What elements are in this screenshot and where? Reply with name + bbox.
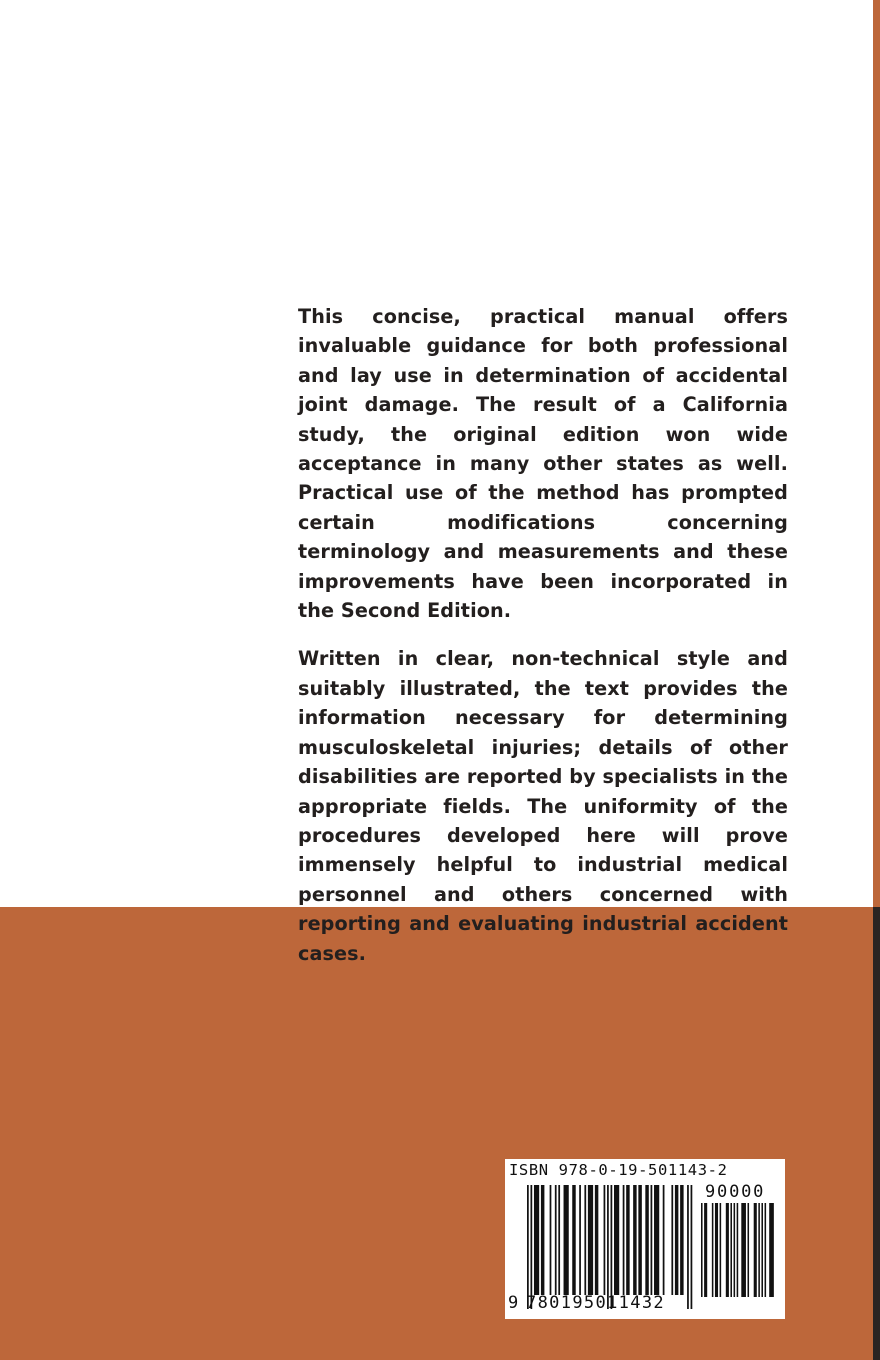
- addon-bar-4: [720, 1203, 722, 1297]
- ean-bar-1: [530, 1185, 532, 1309]
- blurb-paragraph-1: This concise, practical manual offers invaluable guidance for both professional and lay use in determination of accidental joint damage. The result of a California study, the original edition won wide acceptance in many other states as well. Practical use of the method has prompted certain modifications concerning terminology and measurements and these improvements have been incorporated in the Second Edition.: [298, 305, 788, 623]
- ean-bar-28: [687, 1185, 689, 1309]
- addon-bar-0: [701, 1203, 703, 1297]
- ean-bar-26: [675, 1185, 678, 1295]
- addon-bar-3: [715, 1203, 718, 1297]
- addon-bar-15: [769, 1203, 774, 1297]
- ean-bar-25: [671, 1185, 673, 1295]
- ean-bar-23: [654, 1185, 659, 1295]
- spine-edge-strip: [873, 0, 880, 907]
- addon-bar-5: [726, 1203, 729, 1297]
- ean-bar-8: [572, 1185, 575, 1295]
- addon-bar-14: [765, 1203, 767, 1297]
- addon-bar-11: [754, 1203, 757, 1297]
- ean-bar-17: [623, 1185, 625, 1295]
- addon-bar-10: [748, 1203, 750, 1297]
- ean-bar-0: [527, 1185, 529, 1309]
- addon-bar-1: [704, 1203, 707, 1297]
- spine-dark-edge: [873, 907, 880, 1360]
- ean-bar-11: [588, 1185, 593, 1295]
- ean-bar-14: [607, 1185, 609, 1309]
- ean-bar-12: [595, 1185, 598, 1295]
- barcode-label: [505, 1159, 785, 1319]
- isbn-number: ISBN 978-0-19-501143-2: [509, 1161, 728, 1179]
- ean-rest-digits: 780195011432: [526, 1293, 666, 1313]
- ean-digits: [508, 1293, 665, 1313]
- addon-bar-6: [730, 1203, 732, 1297]
- cover-blurb: [298, 302, 788, 968]
- ean-bar-7: [564, 1185, 569, 1295]
- ean-bar-22: [651, 1185, 653, 1295]
- ean-bar-6: [558, 1185, 560, 1295]
- ean-bar-9: [579, 1185, 581, 1295]
- blurb-paragraph-2: Written in clear, non-technical style and suitably illustrated, the text provides the information necessary for determining musculoskeletal injuries; details of other disabilities are reported by specialists in the appropriate fields. The uniformity of the procedures developed here will prove immensely helpful to industrial medical personnel and others concerned with reporting and evaluating industrial accident cases.: [298, 647, 788, 965]
- ean-bar-3: [541, 1185, 544, 1295]
- ean-bar-4: [550, 1185, 552, 1295]
- addon-bar-12: [758, 1203, 760, 1297]
- ean-bar-27: [680, 1185, 683, 1295]
- ean-bar-24: [663, 1185, 665, 1295]
- addon-bar-9: [741, 1203, 746, 1297]
- ean-bar-18: [626, 1185, 629, 1295]
- ean-first-digit: 9: [508, 1293, 519, 1313]
- ean-bar-10: [584, 1185, 586, 1295]
- addon-bar-2: [712, 1203, 714, 1297]
- addon-bar-13: [761, 1203, 763, 1297]
- ean-bar-15: [611, 1185, 613, 1309]
- addon-bar-8: [737, 1203, 739, 1297]
- ean-bar-5: [555, 1185, 557, 1295]
- ean-bar-21: [645, 1185, 648, 1295]
- ean-bar-29: [691, 1185, 693, 1309]
- ean-bar-16: [614, 1185, 619, 1295]
- ean-bar-2: [534, 1185, 539, 1295]
- ean-bar-20: [638, 1185, 641, 1295]
- ean-bar-19: [633, 1185, 636, 1295]
- price-code: 90000: [705, 1182, 766, 1202]
- ean-bar-13: [604, 1185, 606, 1295]
- addon-bar-7: [734, 1203, 736, 1297]
